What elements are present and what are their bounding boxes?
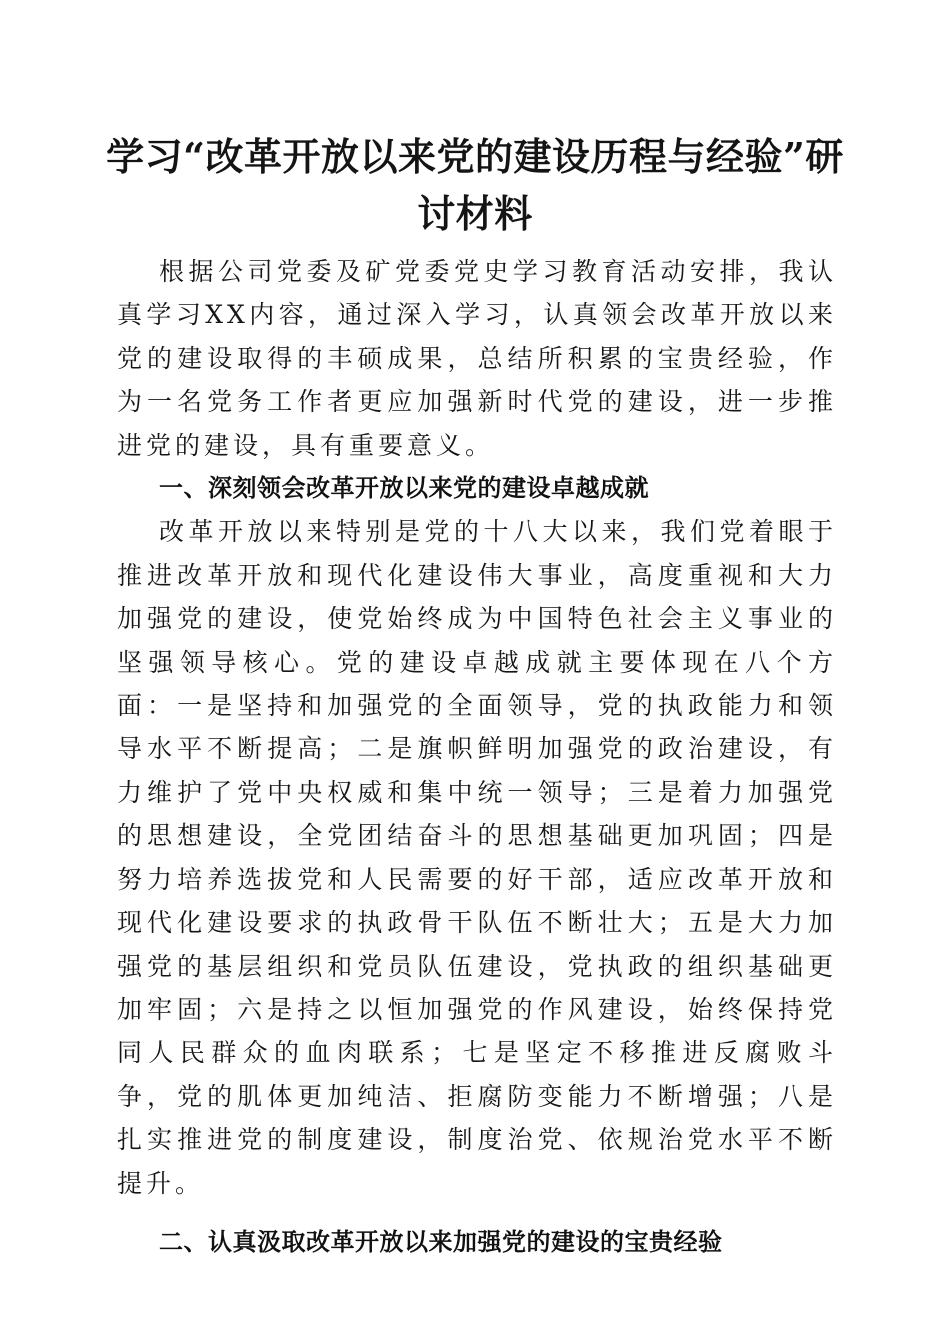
document-title <box>90 128 860 242</box>
intro-paragraph: 根据公司党委及矿党委党史学习教育活动安排，我认真学习XX内容，通过深入学习，认真领会改革开放以来党的建设取得的丰硕成果，总结所积累的宝贵经验，作为一名党务工作者更应加强新时代党的建设，进一步推进党的建设，具有重要意义。 <box>117 257 837 460</box>
title-line-1: 学习“改革开放以来党的建设历程与经验”研 <box>106 134 844 179</box>
document-body <box>117 250 837 1264</box>
section-2-heading: 二、认真汲取改革开放以来加强党的建设的宝贵经验 <box>159 1227 723 1256</box>
section-1-heading: 一、深刻领会改革开放以来党的建设卓越成就 <box>159 474 649 503</box>
section-1-paragraph: 改革开放以来特别是党的十八大以来，我们党着眼于推进改革开放和现代化建设伟大事业，高度重视和大力加强党的建设，使党始终成为中国特色社会主义事业的坚强领导核心。党的建设卓越成就主要体现在八个方面：一是坚持和加强党的全面领导，党的执政能力和领导水平不断提高；二是旗帜鲜明加强党的政治建设，有力维护了党中央权威和集中统一领导；三是着力加强党的思想建设，全党团结奋斗的思想基础更加巩固；四是努力培养选拔党和人民需要的好干部，适应改革开放和现代化建设要求的执政骨干队伍不断壮大；五是大力加强党的基层组织和党员队伍建设，党执政的组织基础更加牢固；六是持之以恒加强党的作风建设，始终保持党同人民群众的血肉联系；七是坚定不移推进反腐败斗争，党的肌体更加纯洁、拒腐防变能力不断增强；八是扎实推进党的制度建设，制度治党、依规治党水平不断提升。 <box>117 517 837 1198</box>
title-line-2: 讨材料 <box>417 191 533 236</box>
